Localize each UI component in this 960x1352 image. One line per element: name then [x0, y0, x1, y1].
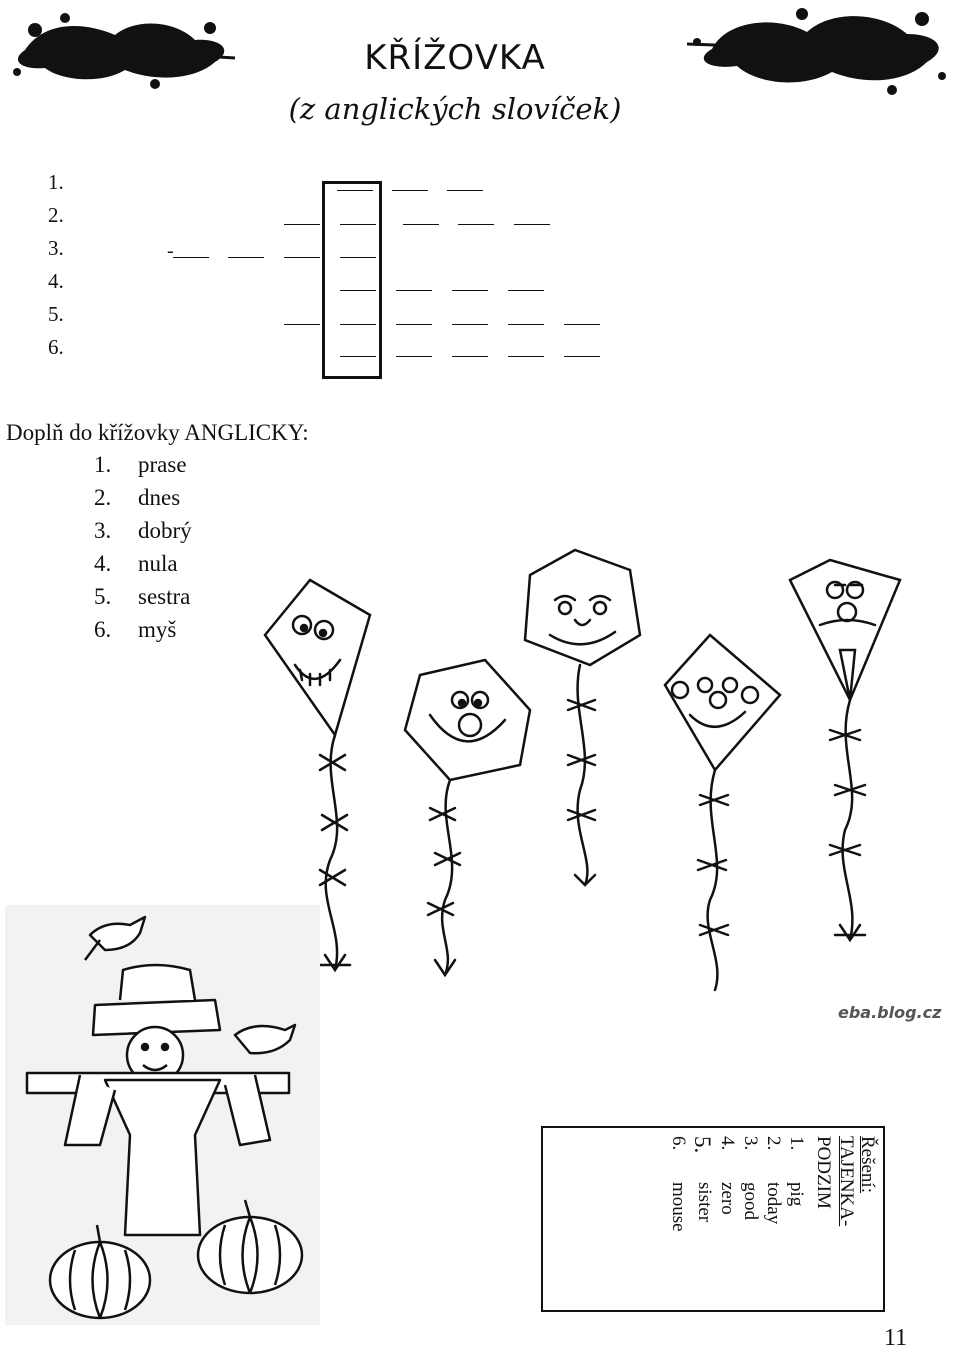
kite-3-icon	[525, 550, 640, 885]
letter-blank[interactable]	[508, 324, 544, 325]
letter-blank[interactable]	[396, 356, 432, 357]
letter-blank[interactable]	[340, 257, 376, 258]
page-subtitle: (z anglických slovíček)	[288, 92, 622, 126]
letter-blank[interactable]	[508, 290, 544, 291]
letter-blank[interactable]	[337, 190, 373, 191]
letter-blank[interactable]	[514, 224, 550, 225]
letter-blank[interactable]	[340, 356, 376, 357]
letter-blank[interactable]	[340, 224, 376, 225]
kite-2-icon	[405, 660, 530, 975]
letter-blank[interactable]	[447, 190, 483, 191]
letter-blank[interactable]	[564, 324, 600, 325]
row-number: 2.	[48, 203, 64, 227]
task-instruction: Doplň do křížovky ANGLICKY:	[6, 420, 309, 445]
row-number: 3.	[48, 236, 64, 260]
row-3-dash: -	[167, 240, 174, 262]
letter-blank[interactable]	[228, 257, 264, 258]
page-number: 11	[884, 1325, 908, 1351]
letter-blank[interactable]	[452, 290, 488, 291]
solution-box	[541, 1126, 885, 1312]
solution-heading: Řešení: TAJENKA-	[836, 1136, 878, 1227]
solution-content: Řešení: TAJENKA- PODZIM 1. pig 2. today 3. good 4. zero 5. sister 6. mouse	[668, 1136, 878, 1232]
letter-blank[interactable]	[340, 324, 376, 325]
row-number: 6.	[48, 335, 64, 359]
letter-blank[interactable]	[340, 290, 376, 291]
solution-tajenka-word: PODZIM	[813, 1136, 834, 1209]
scarecrow-illustration	[5, 905, 320, 1325]
letter-blank[interactable]	[564, 356, 600, 357]
credit-text: eba.blog.cz	[838, 1003, 942, 1022]
letter-blank[interactable]	[284, 257, 320, 258]
letter-blank[interactable]	[173, 257, 209, 258]
letter-blank[interactable]	[452, 324, 488, 325]
row-number: 4.	[48, 269, 64, 293]
letter-blank[interactable]	[392, 190, 428, 191]
row-number: 5.	[48, 302, 64, 326]
letter-blank[interactable]	[403, 224, 439, 225]
kite-4-icon	[665, 635, 780, 990]
letter-blank[interactable]	[396, 324, 432, 325]
letter-blank[interactable]	[396, 290, 432, 291]
kites-illustration	[250, 540, 950, 1000]
page-title: KŘÍŽOVKA	[364, 38, 546, 78]
letter-blank[interactable]	[508, 356, 544, 357]
letter-blank[interactable]	[452, 356, 488, 357]
tajenka-column	[322, 181, 382, 379]
letter-blank[interactable]	[284, 324, 320, 325]
row-number: 1.	[48, 170, 64, 194]
letter-blank[interactable]	[458, 224, 494, 225]
letter-blank[interactable]	[284, 224, 320, 225]
kite-5-icon	[790, 560, 900, 940]
